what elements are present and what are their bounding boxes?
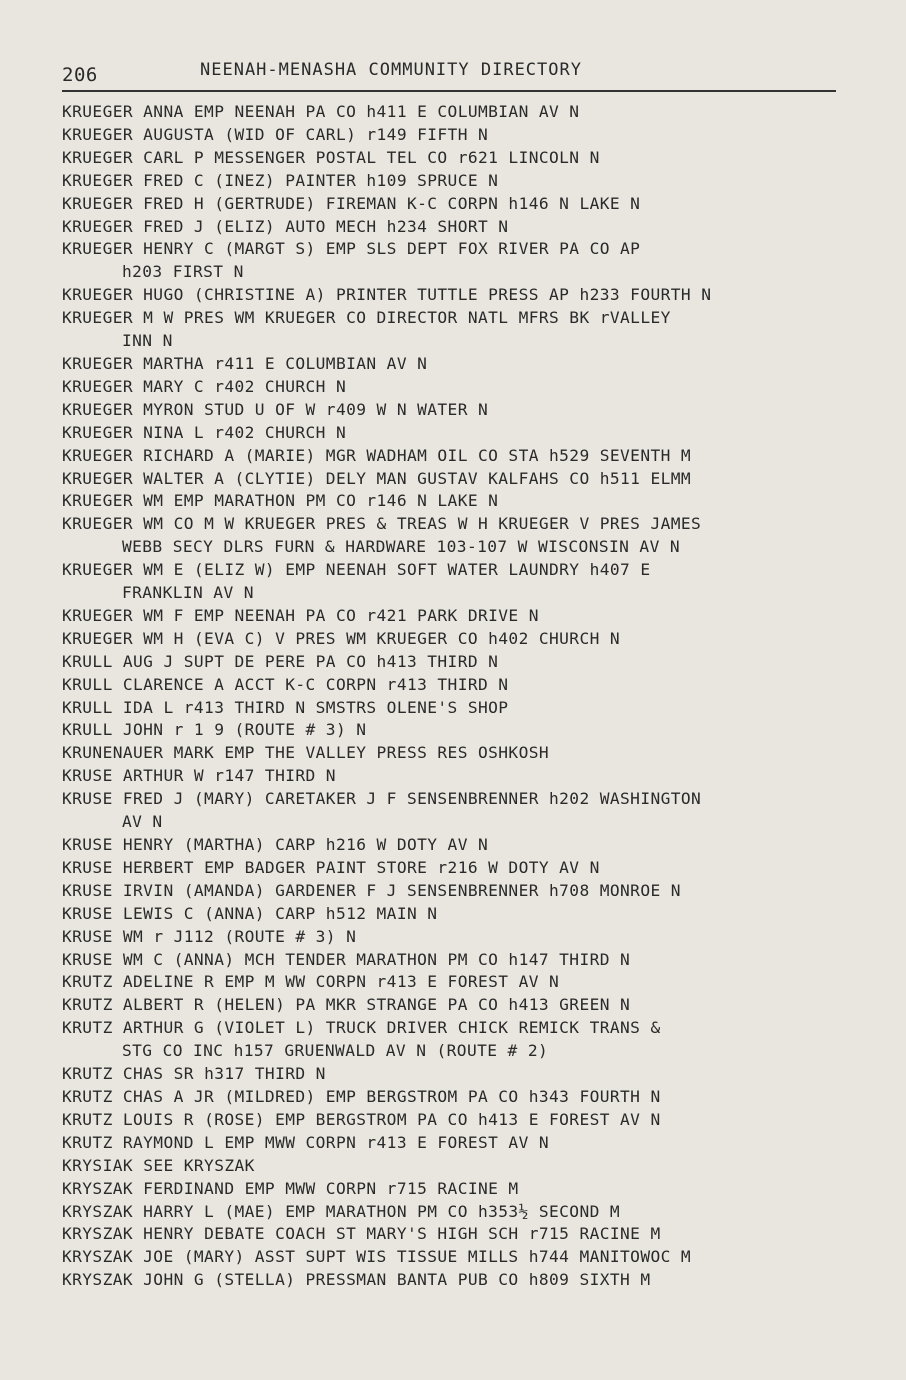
directory-entry <box>62 857 862 880</box>
directory-entry <box>62 513 862 536</box>
page-number: 206 <box>62 64 98 86</box>
entry-continuation <box>62 261 862 284</box>
entry-name: KRUSE HENRY <box>62 835 174 854</box>
entry-details: (CLYTIE) DELY MAN GUSTAV KALFAHS CO h511 ELMM <box>234 468 692 488</box>
entry-name: KRUTZ CHAS A JR <box>62 1086 215 1106</box>
entry-name: KRUEGER MARTHA <box>62 353 205 373</box>
entry-details: r402 CHURCH N <box>214 422 347 442</box>
directory-entry <box>62 238 862 261</box>
entry-continuation-text: STG CO INC h157 GRUENWALD AV N (ROUTE # 2) <box>122 1041 549 1061</box>
entry-name: KRYSZAK HENRY <box>62 1224 194 1244</box>
entry-continuation <box>62 330 862 353</box>
entry-name: KRUSE WM <box>62 926 144 946</box>
entry-details: EMP BADGER PAINT STORE r216 W DOTY AV N <box>204 857 600 877</box>
directory-entry <box>62 1109 862 1132</box>
entry-details: EMP MWW CORPN r715 RACINE M <box>244 1178 519 1198</box>
entry-name: KRUEGER WM F <box>62 605 184 625</box>
running-title: NEENAH-MENASHA COMMUNITY DIRECTORY <box>200 60 582 80</box>
entry-name: KRUEGER WALTER A <box>62 468 225 488</box>
directory-entry <box>62 284 862 307</box>
directory-entry <box>62 490 862 513</box>
entry-name: KRUEGER MARY C <box>62 376 205 396</box>
entry-continuation <box>62 582 862 605</box>
entry-name: KRUEGER ANNA <box>62 102 184 121</box>
entry-details: r 1 9 (ROUTE # 3) N <box>173 720 367 740</box>
directory-entry <box>62 971 862 994</box>
entry-name: KRUTZ LOUIS R <box>62 1109 194 1129</box>
entry-continuation <box>62 1040 862 1063</box>
entry-details: (ANNA) CARP h512 MAIN N <box>204 903 438 923</box>
entry-name: KRYSIAK <box>62 1155 134 1175</box>
directory-entry <box>62 674 862 697</box>
entry-details: (MARY) ASST SUPT WIS TISSUE MILLS h744 MANITOWOC M <box>183 1247 692 1267</box>
directory-entry <box>62 1063 862 1086</box>
directory-entry <box>62 307 862 330</box>
directory-entry <box>62 422 862 445</box>
entry-continuation-text: AV N <box>122 812 163 832</box>
entry-details: EMP M WW CORPN r413 E FOREST AV N <box>224 972 560 992</box>
entry-name: KRUEGER HENRY C <box>62 239 215 259</box>
entry-details: (INEZ) PAINTER h109 SPRUCE N <box>214 170 499 190</box>
entry-details: (ANNA) MCH TENDER MARATHON PM CO h147 THIRD N <box>173 949 631 969</box>
directory-entry <box>62 742 862 765</box>
entry-continuation-text: FRANKLIN AV N <box>122 583 254 603</box>
directory-entry <box>62 1155 862 1178</box>
entry-name: KRUEGER FRED J <box>62 216 205 236</box>
entry-name: KRUEGER MYRON <box>62 399 194 419</box>
entry-details: (EVA C) V PRES WM KRUEGER CO h402 CHURCH N <box>193 628 621 648</box>
entry-details: ACCT K-C CORPN r413 THIRD N <box>234 674 509 694</box>
directory-entry <box>62 1132 862 1155</box>
entry-name: KRUSE FRED J <box>62 789 184 809</box>
entry-name: KRYSZAK JOE <box>62 1247 174 1267</box>
entry-details: EMP MWW CORPN r413 E FOREST AV N <box>224 1132 550 1152</box>
directory-entry <box>62 1201 862 1224</box>
entry-details: SUPT DE PERE PA CO h413 THIRD N <box>183 651 499 671</box>
directory-entry <box>62 147 862 170</box>
directory-entry <box>62 719 862 742</box>
entry-details: (MAE) EMP MARATHON PM CO h353½ SECOND M <box>224 1201 621 1221</box>
entry-name: KRUSE WM C <box>62 949 164 969</box>
directory-entry <box>62 880 862 903</box>
entry-name: KRULL IDA L <box>62 697 174 717</box>
entry-details: (VIOLET L) TRUCK DRIVER CHICK REMICK TRANS & <box>214 1018 661 1038</box>
directory-entry <box>62 101 862 124</box>
directory-entry <box>62 697 862 720</box>
entry-details: (WID OF CARL) r149 FIFTH N <box>224 124 489 144</box>
entry-continuation-text: INN N <box>122 331 173 351</box>
directory-entry <box>62 193 862 216</box>
entry-name: KRUSE HERBERT <box>62 857 194 877</box>
entry-name: KRUEGER CARL P <box>62 147 205 167</box>
entry-details: r413 THIRD N SMSTRS OLENE'S SHOP <box>183 697 509 717</box>
entry-name: KRULL CLARENCE A <box>62 674 225 694</box>
entry-name: KRUEGER WM CO <box>62 514 194 534</box>
entry-details: PRES WM KRUEGER CO DIRECTOR NATL MFRS BK rVALLEY <box>183 308 671 328</box>
entry-name: KRUTZ ARTHUR G <box>62 1018 205 1038</box>
entry-details: (AMANDA) GARDENER F J SENSENBRENNER h708 MONROE N <box>183 880 681 900</box>
directory-entry <box>62 376 862 399</box>
entry-name: KRUSE ARTHUR W <box>62 766 205 786</box>
page-header <box>62 58 836 86</box>
entry-details: r411 E COLUMBIAN AV N <box>214 353 428 373</box>
entry-name: KRUTZ CHAS SR <box>62 1064 194 1084</box>
entry-details: EMP NEENAH PA CO h411 E COLUMBIAN AV N <box>193 102 580 121</box>
entry-details: (CHRISTINE A) PRINTER TUTTLE PRESS AP h233 FOURTH N <box>193 285 712 305</box>
entry-name: KRULL AUG J <box>62 651 174 671</box>
directory-entry <box>62 170 862 193</box>
directory-entry <box>62 559 862 582</box>
directory-entry <box>62 765 862 788</box>
entry-name: KRUTZ RAYMOND L <box>62 1132 215 1152</box>
entry-details: r402 CHURCH N <box>214 376 347 396</box>
directory-entry <box>62 468 862 491</box>
directory-entry <box>62 1178 862 1201</box>
entry-continuation-text: h203 FIRST N <box>122 262 244 282</box>
entry-details: EMP NEENAH PA CO r421 PARK DRIVE N <box>193 605 539 625</box>
directory-entry <box>62 124 862 147</box>
entry-name: KRUEGER FRED H <box>62 193 205 213</box>
entry-name: KRUTZ ADELINE R <box>62 972 215 992</box>
entry-details: (MARY) CARETAKER J F SENSENBRENNER h202 WASHINGTON <box>193 789 702 809</box>
directory-entry <box>62 788 862 811</box>
entry-details: (HELEN) PA MKR STRANGE PA CO h413 GREEN N <box>214 995 631 1015</box>
entry-name: KRUSE LEWIS C <box>62 903 194 923</box>
entry-continuation-text: WEBB SECY DLRS FURN & HARDWARE 103-107 W WISCONSIN AV N <box>122 537 681 557</box>
entry-details: MESSENGER POSTAL TEL CO r621 LINCOLN N <box>214 147 600 167</box>
entry-name: KRULL JOHN <box>62 720 164 740</box>
directory-entries <box>62 101 862 1292</box>
entry-details: M W KRUEGER PRES & TREAS W H KRUEGER V PRES JAMES <box>204 514 702 534</box>
entry-name: KRYSZAK JOHN G <box>62 1270 205 1290</box>
directory-entry <box>62 949 862 972</box>
entry-details: (MARIE) MGR WADHAM OIL CO STA h529 SEVENTH M <box>244 445 692 465</box>
entry-details: EMP MARATHON PM CO r146 N LAKE N <box>173 491 499 511</box>
entry-name: KRUEGER WM E <box>62 560 184 580</box>
entry-continuation <box>62 811 862 834</box>
directory-entry <box>62 903 862 926</box>
directory-entry <box>62 1086 862 1109</box>
directory-entry <box>62 216 862 239</box>
entry-name: KRUEGER WM H <box>62 628 184 648</box>
entry-name: KRUTZ ALBERT R <box>62 995 205 1015</box>
entry-details: SEE KRYSZAK <box>143 1155 255 1175</box>
entry-details: STUD U OF W r409 W N WATER N <box>204 399 489 419</box>
entry-name: KRUEGER M W <box>62 308 174 328</box>
directory-entry <box>62 1223 862 1246</box>
entry-details: r J112 (ROUTE # 3) N <box>153 926 357 946</box>
directory-entry <box>62 628 862 651</box>
entry-details: h317 THIRD N <box>204 1064 326 1084</box>
directory-entry <box>62 926 862 949</box>
entry-name: KRUSE IRVIN <box>62 880 174 900</box>
header-rule <box>62 90 836 92</box>
directory-entry <box>62 445 862 468</box>
entry-details: EMP THE VALLEY PRESS RES OSHKOSH <box>224 743 550 763</box>
directory-entry <box>62 994 862 1017</box>
entry-name: KRUEGER WM <box>62 491 164 511</box>
directory-entry <box>62 1017 862 1040</box>
directory-entry <box>62 834 862 857</box>
directory-entry <box>62 399 862 422</box>
entry-name: KRYSZAK HARRY L <box>62 1201 215 1221</box>
entry-name: KRUEGER FRED C <box>62 170 205 190</box>
entry-details: (ROSE) EMP BERGSTROM PA CO h413 E FOREST AV N <box>204 1109 661 1129</box>
entry-continuation <box>62 536 862 559</box>
entry-details: (ELIZ) AUTO MECH h234 SHORT N <box>214 216 509 236</box>
entry-details: (STELLA) PRESSMAN BANTA PUB CO h809 SIXTH M <box>214 1270 651 1290</box>
directory-entry <box>62 651 862 674</box>
entry-details: r147 THIRD N <box>214 766 336 786</box>
entry-name: KRYSZAK FERDINAND <box>62 1178 235 1198</box>
entry-name: KRUEGER NINA L <box>62 422 205 442</box>
entry-name: KRUEGER HUGO <box>62 285 184 305</box>
entry-details: (MARTHA) CARP h216 W DOTY AV N <box>183 835 489 854</box>
entry-details: (ELIZ W) EMP NEENAH SOFT WATER LAUNDRY h407 E <box>193 560 651 580</box>
entry-name: KRUNENAUER MARK <box>62 743 215 763</box>
entry-details: (MILDRED) EMP BERGSTROM PA CO h343 FOURTH N <box>224 1086 661 1106</box>
entry-details: (MARGT S) EMP SLS DEPT FOX RIVER PA CO AP <box>224 239 641 259</box>
entry-details: (GERTRUDE) FIREMAN K-C CORPN h146 N LAKE N <box>214 193 641 213</box>
entry-details: DEBATE COACH ST MARY'S HIGH SCH r715 RACINE M <box>204 1224 661 1244</box>
directory-entry <box>62 1269 862 1292</box>
entry-name: KRUEGER AUGUSTA <box>62 124 215 144</box>
directory-entry <box>62 605 862 628</box>
directory-entry <box>62 353 862 376</box>
entry-name: KRUEGER RICHARD A <box>62 445 235 465</box>
directory-entry <box>62 1246 862 1269</box>
